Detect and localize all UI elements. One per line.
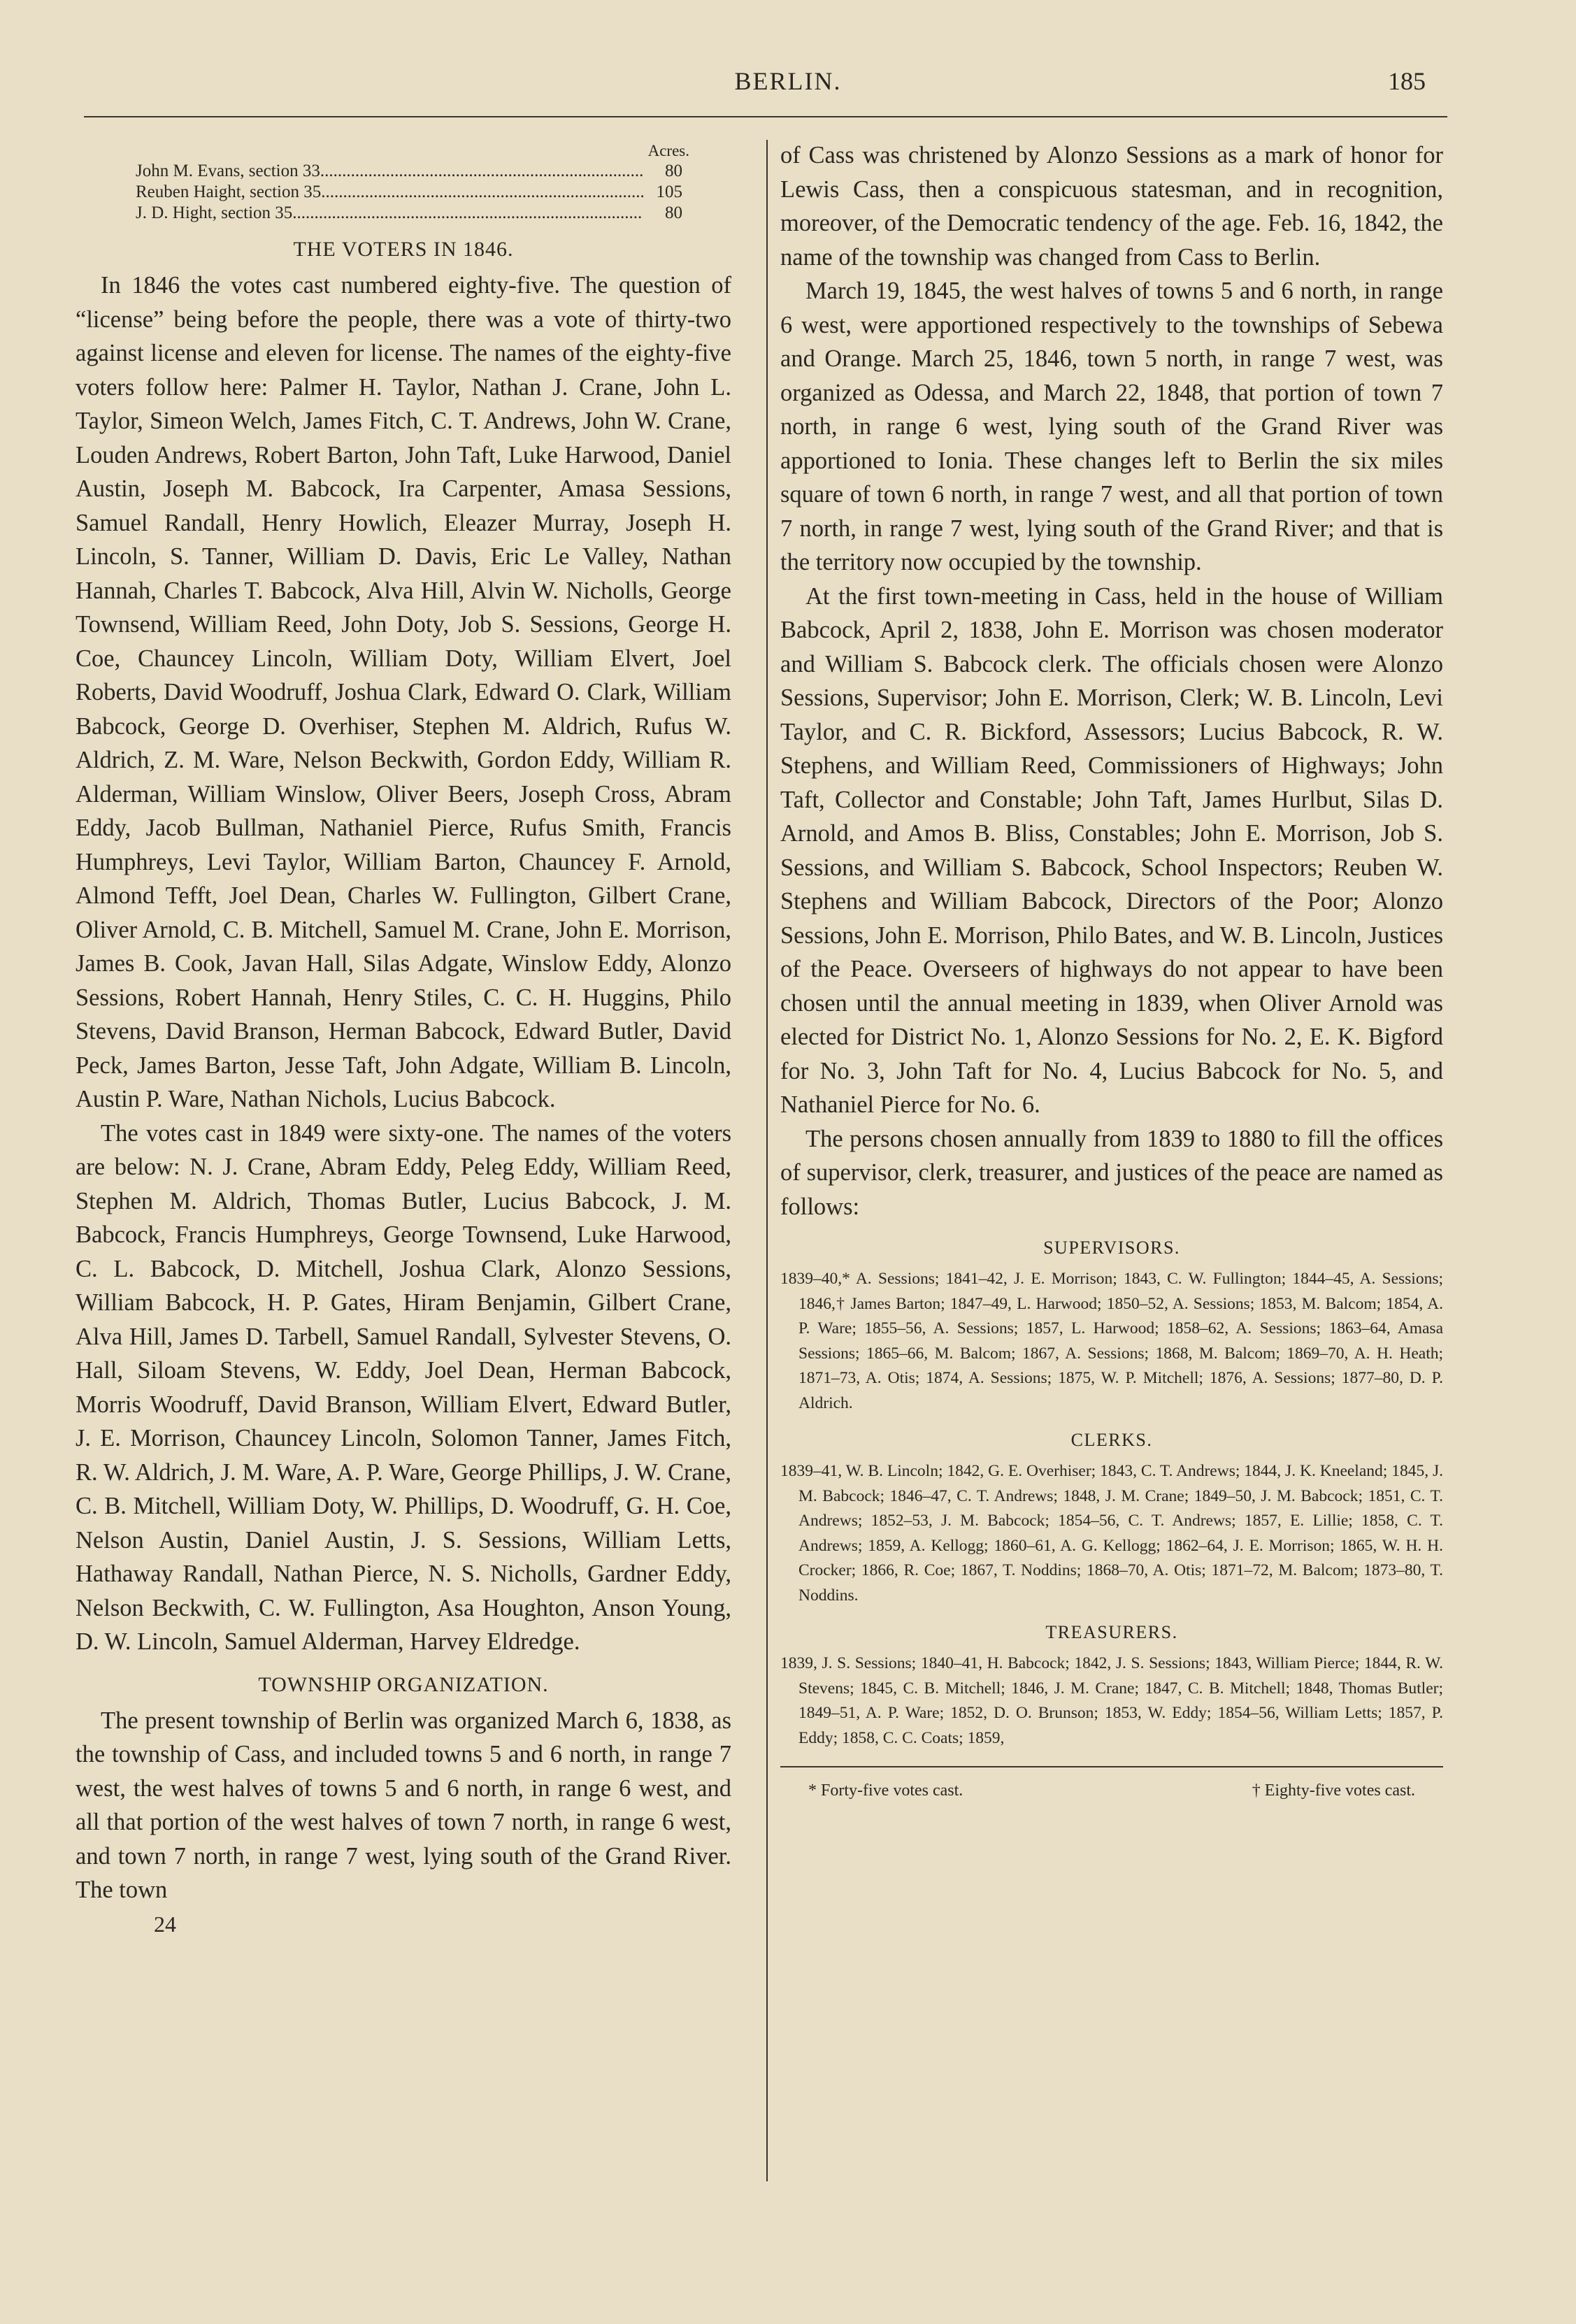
- organization-paragraph-continued: of Cass was christened by Alonzo Sessions as a mark of honor for Lewis Cass, then a conspicuous statesman, and in recognition, moreover, of the Democratic tendency of the age. Feb. 16, 1842, the name of the township was changed from Cass to Berlin.: [780, 142, 1443, 271]
- acre-row: [136, 161, 682, 182]
- running-head: BERLIN.: [734, 67, 842, 95]
- right-column: [780, 138, 1443, 1800]
- treasurers-list: 1839, J. S. Sessions; 1840–41, H. Babcock; 1842, J. S. Sessions; 1843, William Pierce; 1844, R. W. Stevens; 1845, C. B. Mitchell; 1846, J. M. Crane; 1847, C. B. Mitchell; 1848, Thomas Butler; 1849–51, A. P. Ware; 1852, D. O. Brunson; 1853, W. Eddy; 1854–56, William Letts; 1857, P. Eddy; 1858, C. C. Coats; 1859,: [780, 1654, 1443, 1747]
- officers-intro-paragraph: The persons chosen annually from 1839 to 1880 to fill the offices of supervisor, clerk, treasurer, and justices of the peace are named as follows:: [780, 1125, 1443, 1220]
- first-town-meeting-paragraph: At the first town-meeting in Cass, held in the house of William Babcock, April 2, 1838, John E. Morrison was chosen moderator and William S. Babcock clerk. The officials chosen were Alonzo Sessions, Supervisor; John E. Morrison, Clerk; W. B. Lincoln, Levi Taylor, and C. R. Bickford, Assessors; Lucius Babcock, R. W. Stephens, and William Reed, Commissioners of Highways; John Taft, Collector and Constable; John Taft, James Hurlbut, Silas D. Arnold, and Amos B. Bliss, Constables; John E. Morrison, Job S. Sessions, and William S. Babcock, School Inspectors; Reuben W. Stephens and William Babcock, Directors of the Poor; Alonzo Sessions, John E. Morrison, Philo Bates, and W. B. Lincoln, Justices of the Peace. Overseers of highways do not appear to have been chosen until the annual meeting in 1839, when Oliver Arnold was elected for District No. 1, Alonzo Sessions for No. 2, E. K. Bigford for No. 3, John Taft for No. 4, Lucius Babcock for No. 5, and Nathaniel Pierce for No. 6.: [780, 582, 1443, 1118]
- acre-owner: John M. Evans, section 33 .....: [136, 161, 643, 182]
- footnote-dagger: † Eighty-five votes cast.: [1252, 1781, 1415, 1800]
- left-column: [76, 138, 731, 1937]
- acre-owner: Reuben Haight, section 35 .....: [136, 182, 643, 203]
- page-number: 185: [1388, 67, 1426, 95]
- signature-mark: 24: [154, 1911, 176, 1937]
- acre-row: [136, 182, 682, 203]
- footnote-star: * Forty-five votes cast.: [808, 1781, 963, 1800]
- acre-value: 105: [656, 182, 682, 201]
- treasurers-heading: TREASURERS.: [1045, 1622, 1178, 1642]
- clerks-heading: CLERKS.: [1070, 1430, 1153, 1450]
- voters-heading: THE VOTERS IN 1846.: [293, 238, 514, 261]
- organization-heading: TOWNSHIP ORGANIZATION.: [258, 1672, 549, 1696]
- acres-heading: Acres.: [647, 142, 689, 159]
- voters-1846-paragraph: In 1846 the votes cast numbered eighty-five. The question of “license” being before the people, there was a vote of thirty-two against license and eleven for license. The names of the eighty-five voters follow here: Palmer H. Taylor, Nathan J. Crane, John L. Taylor, Simeon Welch, James Fitch, C. T. Andrews, John W. Crane, Louden Andrews, Robert Barton, John Taft, Luke Harwood, Daniel Austin, Joseph M. Babcock, Ira Carpenter, Amasa Sessions, Samuel Randall, Henry Howlich, Eleazer Murray, Joseph H. Lincoln, S. Tanner, William D. Davis, Eric Le Valley, Nathan Hannah, Charles T. Babcock, Alva Hill, Alvin W. Nicholls, George Townsend, William Reed, John Doty, Job S. Sessions, George H. Coe, Chauncey Lincoln, William Doty, William Elvert, Joel Roberts, David Woodruff, Joshua Clark, Edward O. Clark, William Babcock, George D. Overhiser, Stephen M. Aldrich, Rufus W. Aldrich, Z. M. Ware, Nelson Beckwith, Gordon Eddy, William R. Alderman, William Winslow, Oliver Beers, Joseph Cross, Abram Eddy, Jacob Bullman, Nathaniel Pierce, Rufus Smith, Francis Humphreys, Levi Taylor, William Barton, Chauncey F. Arnold, Almond Tefft, Joel Dean, Charles W. Fullington, Gilbert Crane, Oliver Arnold, C. B. Mitchell, Samuel M. Crane, John E. Morrison, James B. Cook, Javan Hall, Silas Adgate, Winslow Eddy, Alonzo Sessions, Robert Hannah, Henry Stiles, C. C. H. Huggins, Philo Stevens, David Branson, Herman Babcock, Edward Butler, David Peck, James Barton, Jesse Taft, John Adgate, William B. Lincoln, Austin P. Ware, Nathan Nichols, Lucius Babcock.: [76, 272, 731, 1112]
- acre-owner: J. D. Hight, section 35 .....: [136, 203, 643, 224]
- acre-value: 80: [665, 203, 682, 222]
- voters-1849-paragraph: The votes cast in 1849 were sixty-one. The names of the voters are below: N. J. Crane, Abram Eddy, Peleg Eddy, William Reed, Stephen M. Aldrich, Thomas Butler, Lucius Babcock, J. M. Babcock, Francis Humphreys, George Townsend, Luke Harwood, C. L. Babcock, D. Mitchell, Joshua Clark, Alonzo Sessions, William Babcock, H. P. Gates, Hiram Benjamin, Gilbert Crane, Alva Hill, James D. Tarbell, Samuel Randall, Sylvester Stevens, O. Hall, Siloam Stevens, W. Eddy, Joel Dean, Herman Babcock, Morris Woodruff, David Branson, William Elvert, Edward Butler, J. E. Morrison, Chauncey Lincoln, Solomon Tanner, James Fitch, R. W. Aldrich, J. M. Ware, A. P. Ware, George Phillips, J. W. Crane, C. B. Mitchell, William Doty, W. Phillips, D. Woodruff, G. H. Coe, Nelson Austin, Daniel Austin, J. S. Sessions, William Letts, Hathaway Randall, Nathan Pierce, N. S. Nicholls, Gardner Eddy, Nelson Beckwith, C. W. Fullington, Asa Houghton, Anson Young, D. W. Lincoln, Samuel Alderman, Harvey Eldredge.: [76, 1119, 731, 1655]
- apportionment-paragraph: March 19, 1845, the west halves of towns 5 and 6 north, in range 6 west, were apportioned respectively to the townships of Sebewa and Orange. March 25, 1846, town 5 north, in range 7 west, was organized as Odessa, and March 22, 1848, that portion of town 7 north, in range 6 west, lying south of the Grand River was apportioned to Ionia. These changes left to Berlin the six miles square of town 6 north, in range 7 west, and all that portion of town 7 north, in range 7 west, lying south of the Grand River; and that is the territory now occupied by the township.: [780, 278, 1443, 575]
- acre-row: [136, 203, 682, 224]
- supervisors-heading: SUPERVISORS.: [1043, 1238, 1180, 1258]
- organization-paragraph-start: The present township of Berlin was organized March 6, 1838, as the township of Cass, and included towns 5 and 6 north, in range 7 west, the west halves of towns 5 and 6 north, in range 6 west, and all that portion of the west halves of town 7 north, in range 6 west, and town 7 north, in range 7 west, lying south of the Grand River. The town: [76, 1707, 731, 1903]
- footnote-rule: [780, 1766, 1443, 1767]
- footnotes: [780, 1781, 1443, 1800]
- header-rule: [84, 116, 1447, 117]
- acre-value: 80: [665, 162, 682, 180]
- column-divider: [766, 140, 768, 2181]
- supervisors-list: 1839–40,* A. Sessions; 1841–42, J. E. Morrison; 1843, C. W. Fullington; 1844–45, A. Sessions; 1846,† James Barton; 1847–49, L. Harwood; 1850–52, A. Sessions; 1853, M. Balcom; 1854, A. P. Ware; 1855–56, A. Sessions; 1857, L. Harwood; 1858–62, A. Sessions; 1863–64, Amasa Sessions; 1865–66, M. Balcom; 1867, A. Sessions; 1868, M. Balcom; 1869–70, A. H. Heath; 1871–73, A. Otis; 1874, A. Sessions; 1875, W. P. Mitchell; 1876, A. Sessions; 1877–80, D. P. Aldrich.: [780, 1270, 1443, 1412]
- clerks-list: 1839–41, W. B. Lincoln; 1842, G. E. Overhiser; 1843, C. T. Andrews; 1844, J. K. Kneeland; 1845, J. M. Babcock; 1846–47, C. T. Andrews; 1848, J. M. Crane; 1849–50, J. M. Babcock; 1851, C. T. Andrews; 1852–53, J. M. Babcock; 1854–56, C. T. Andrews; 1857, E. Lillie; 1858, C. T. Andrews; 1859, A. Kellogg; 1860–61, A. G. Kellogg; 1862–64, J. E. Morrison; 1865, W. H. H. Crocker; 1866, R. Coe; 1867, T. Noddins; 1868–70, A. Otis; 1871–72, M. Balcom; 1873–80, T. Noddins.: [780, 1462, 1443, 1605]
